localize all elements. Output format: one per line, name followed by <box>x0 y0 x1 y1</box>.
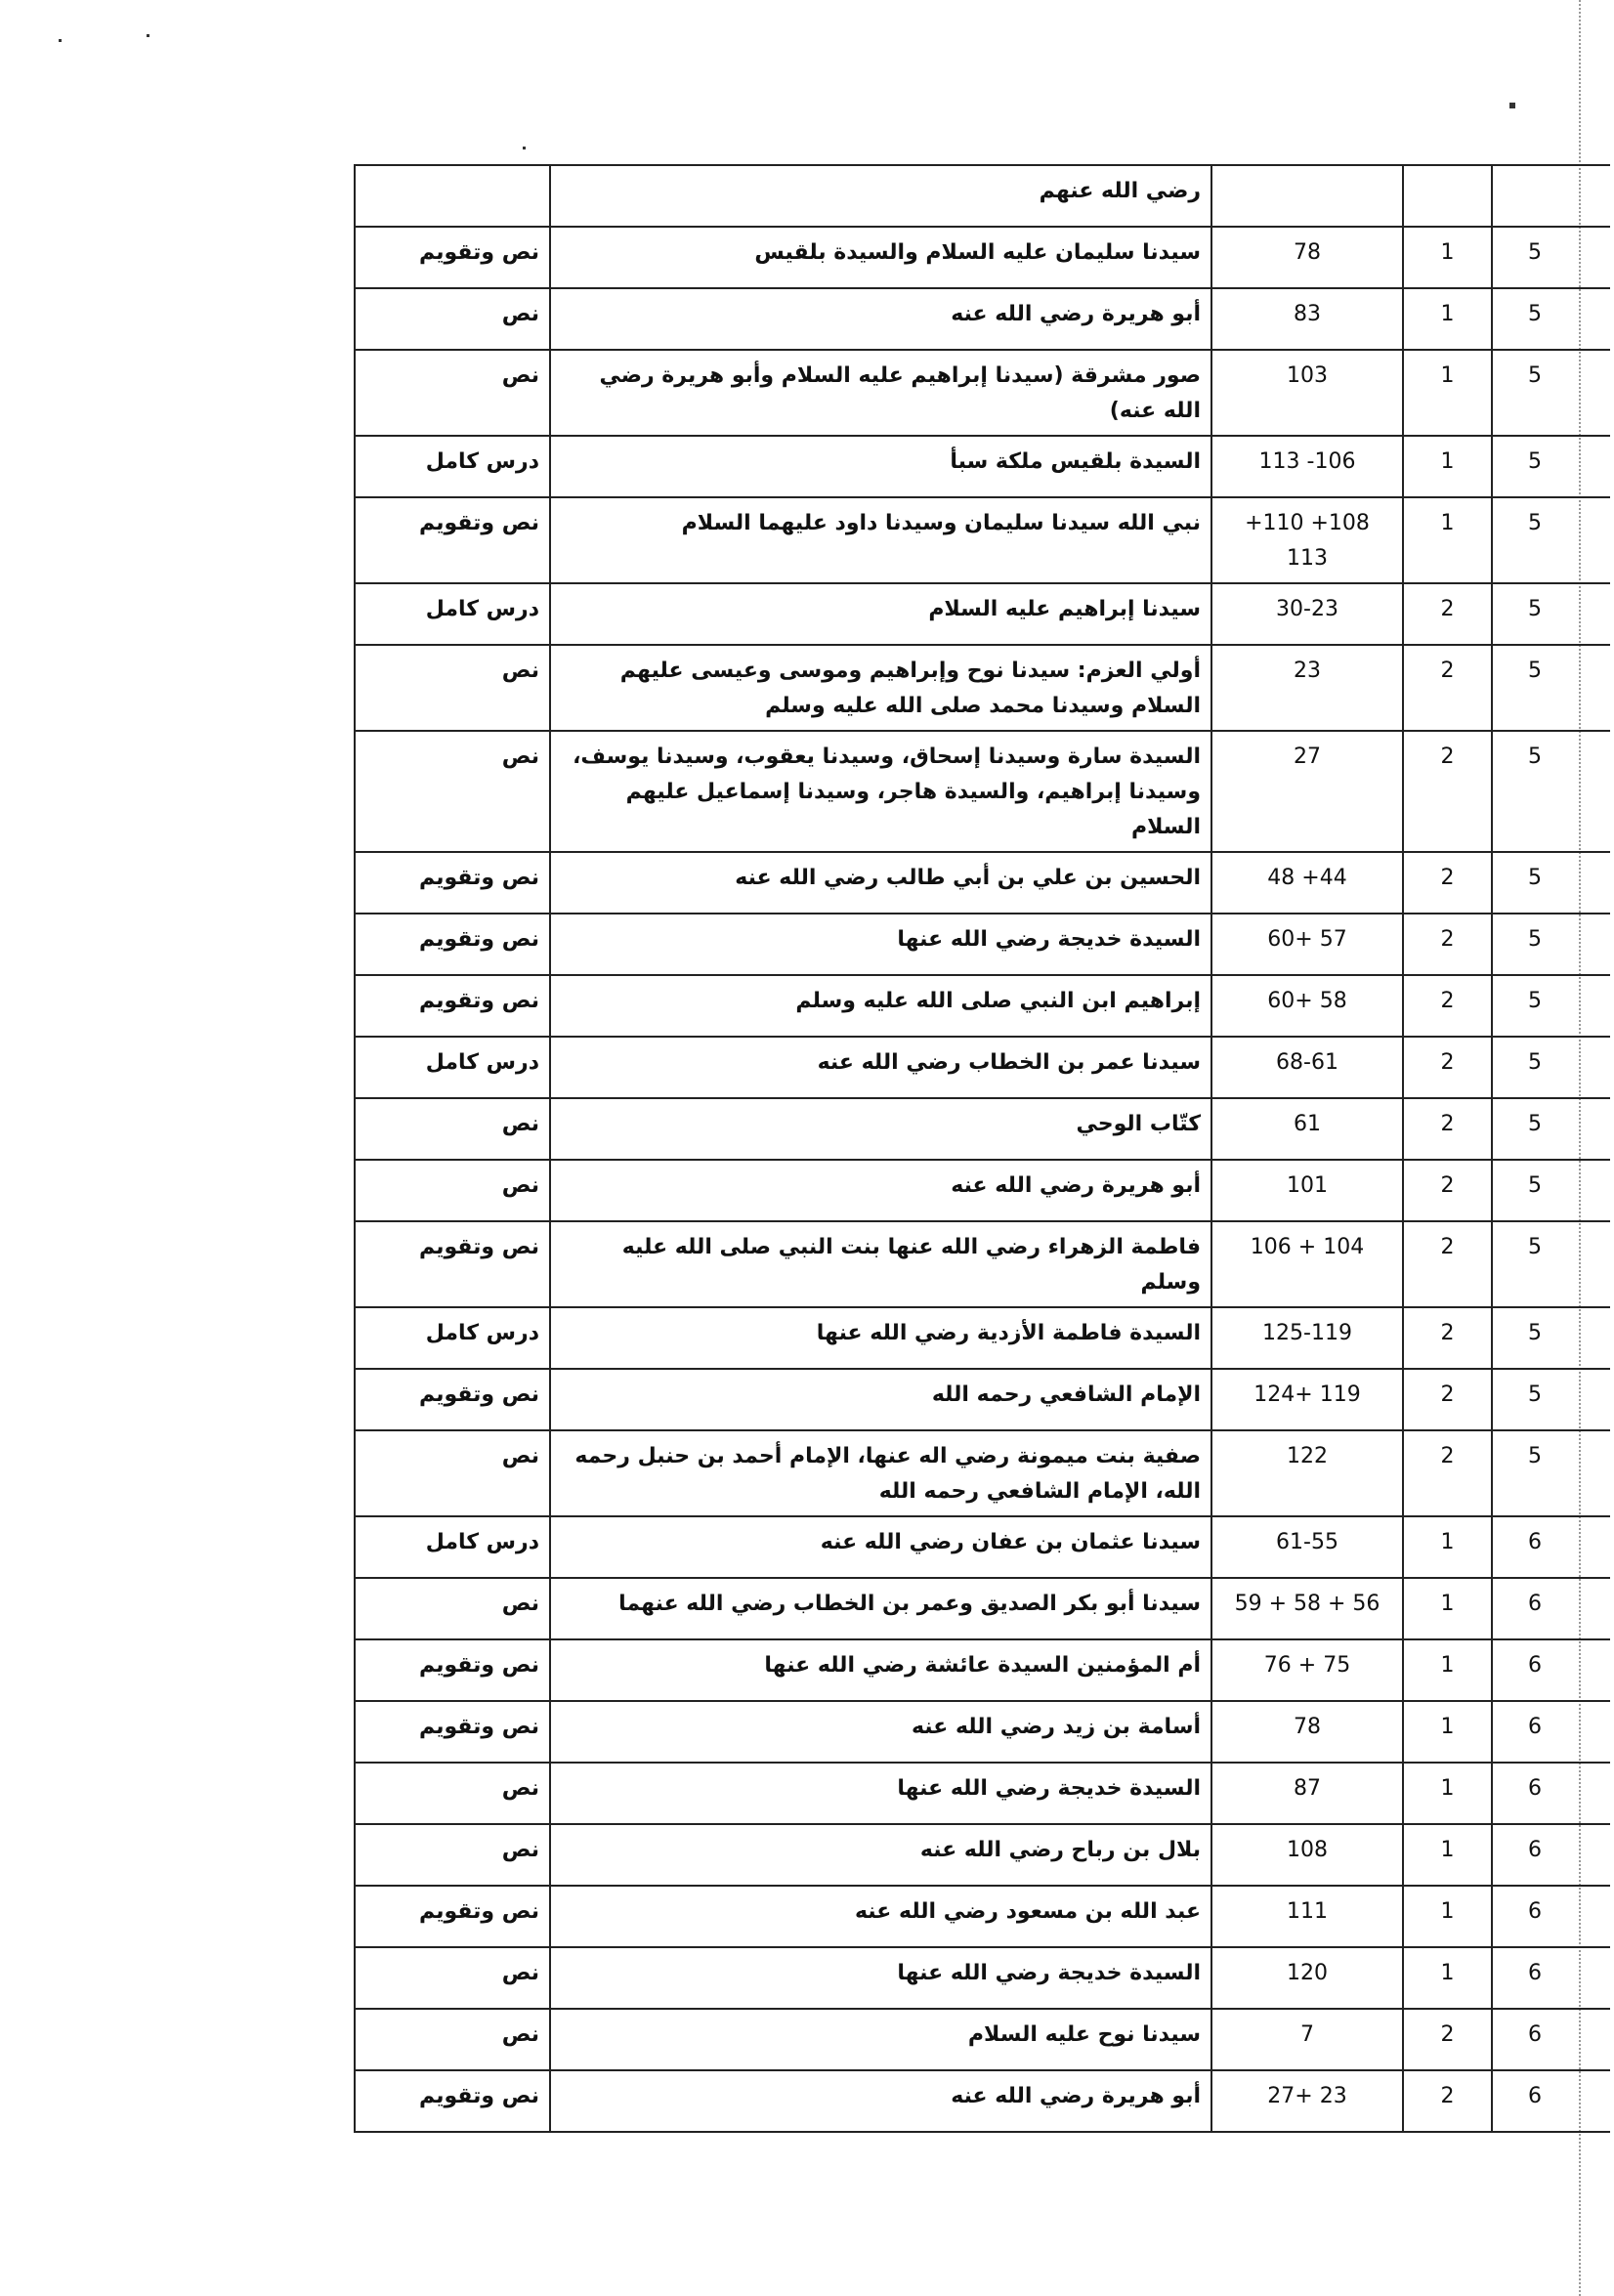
unit-cell: 2 <box>1403 1098 1492 1160</box>
unit-cell: 2 <box>1403 1160 1492 1221</box>
grade-cell: 5 <box>1492 497 1610 583</box>
grade-cell: 5 <box>1492 1098 1610 1160</box>
lesson-type-cell: نص وتقويم <box>355 914 550 975</box>
lesson-title-cell: فاطمة الزهراء رضي الله عنها بنت النبي صلى الله عليه وسلم <box>550 1221 1211 1307</box>
table-row <box>355 1160 1610 1221</box>
unit-cell: 1 <box>1403 350 1492 436</box>
pages-cell: +110 +108 113 <box>1211 497 1403 583</box>
lesson-type-cell: نص <box>355 1430 550 1516</box>
lesson-type-cell: نص <box>355 1578 550 1639</box>
pages-cell: 68-61 <box>1211 1037 1403 1098</box>
lesson-type-cell: نص <box>355 731 550 852</box>
unit-cell: 2 <box>1403 1307 1492 1369</box>
pages-cell: 111 <box>1211 1886 1403 1947</box>
grade-cell: 5 <box>1492 645 1610 731</box>
pages-cell: 101 <box>1211 1160 1403 1221</box>
unit-cell: 2 <box>1403 2070 1492 2132</box>
lesson-title-cell: سيدنا سليمان عليه السلام والسيدة بلقيس <box>550 227 1211 288</box>
lesson-type-cell: درس كامل <box>355 436 550 497</box>
grade-cell: 6 <box>1492 1947 1610 2009</box>
grade-cell: 5 <box>1492 1160 1610 1221</box>
lesson-type-cell: نص <box>355 1824 550 1886</box>
table-row <box>355 852 1610 914</box>
lesson-title-cell: السيدة فاطمة الأزدية رضي الله عنها <box>550 1307 1211 1369</box>
unit-cell: 2 <box>1403 1369 1492 1430</box>
curriculum-table <box>354 164 1610 2133</box>
grade-cell: 6 <box>1492 1824 1610 1886</box>
lesson-title-cell: كتّاب الوحي <box>550 1098 1211 1160</box>
table-row <box>355 2070 1610 2132</box>
lesson-type-cell <box>355 165 550 227</box>
pages-cell: 120 <box>1211 1947 1403 2009</box>
grade-cell: 5 <box>1492 975 1610 1037</box>
grade-cell: 6 <box>1492 2009 1610 2070</box>
unit-cell: 2 <box>1403 1430 1492 1516</box>
lesson-title-cell: الحسين بن علي بن أبي طالب رضي الله عنه <box>550 852 1211 914</box>
unit-cell: 2 <box>1403 975 1492 1037</box>
lesson-type-cell: درس كامل <box>355 583 550 645</box>
table-row <box>355 1701 1610 1763</box>
grade-cell: 6 <box>1492 2070 1610 2132</box>
table-row <box>355 731 1610 852</box>
lesson-type-cell: نص وتقويم <box>355 1701 550 1763</box>
unit-cell: 1 <box>1403 227 1492 288</box>
lesson-type-cell: نص <box>355 1763 550 1824</box>
lesson-type-cell: نص <box>355 2009 550 2070</box>
table-row <box>355 1307 1610 1369</box>
scan-speck <box>1509 103 1515 108</box>
pages-cell: 23 <box>1211 645 1403 731</box>
grade-cell: 5 <box>1492 1430 1610 1516</box>
pages-cell: 59 + 58 + 56 <box>1211 1578 1403 1639</box>
grade-cell: 6 <box>1492 1886 1610 1947</box>
table-row <box>355 165 1610 227</box>
lesson-type-cell: نص <box>355 1098 550 1160</box>
table-row <box>355 1098 1610 1160</box>
scan-speck <box>147 34 149 37</box>
lesson-title-cell: السيدة خديجة رضي الله عنها <box>550 1763 1211 1824</box>
lesson-type-cell: نص وتقويم <box>355 1369 550 1430</box>
lesson-title-cell: السيدة خديجة رضي الله عنها <box>550 914 1211 975</box>
grade-cell: 6 <box>1492 1578 1610 1639</box>
lesson-type-cell: نص وتقويم <box>355 1221 550 1307</box>
grade-cell: 5 <box>1492 1307 1610 1369</box>
unit-cell: 1 <box>1403 1886 1492 1947</box>
grade-cell: 5 <box>1492 227 1610 288</box>
grade-cell: 5 <box>1492 1369 1610 1430</box>
lesson-title-cell: الإمام الشافعي رحمه الله <box>550 1369 1211 1430</box>
unit-cell: 1 <box>1403 288 1492 350</box>
lesson-type-cell: نص وتقويم <box>355 975 550 1037</box>
lesson-title-cell: سيدنا عثمان بن عفان رضي الله عنه <box>550 1516 1211 1578</box>
lesson-title-cell: سيدنا عمر بن الخطاب رضي الله عنه <box>550 1037 1211 1098</box>
pages-cell: 83 <box>1211 288 1403 350</box>
table-row <box>355 914 1610 975</box>
table-row <box>355 2009 1610 2070</box>
unit-cell: 1 <box>1403 1824 1492 1886</box>
pages-cell: 48 +44 <box>1211 852 1403 914</box>
grade-cell: 5 <box>1492 914 1610 975</box>
pages-cell: 87 <box>1211 1763 1403 1824</box>
table-row <box>355 1763 1610 1824</box>
pages-cell: 108 <box>1211 1824 1403 1886</box>
pages-cell: 78 <box>1211 227 1403 288</box>
grade-cell: 5 <box>1492 1221 1610 1307</box>
unit-cell: 1 <box>1403 1947 1492 2009</box>
lesson-type-cell: نص وتقويم <box>355 227 550 288</box>
pages-cell: 60+ 57 <box>1211 914 1403 975</box>
pages-cell: 60+ 58 <box>1211 975 1403 1037</box>
table-row <box>355 436 1610 497</box>
lesson-type-cell: درس كامل <box>355 1516 550 1578</box>
lesson-title-cell: سيدنا إبراهيم عليه السلام <box>550 583 1211 645</box>
lesson-type-cell: نص <box>355 350 550 436</box>
pages-cell: 27 <box>1211 731 1403 852</box>
table-row <box>355 1516 1610 1578</box>
table-row <box>355 975 1610 1037</box>
table-row <box>355 227 1610 288</box>
lesson-type-cell: درس كامل <box>355 1037 550 1098</box>
unit-cell: 1 <box>1403 1763 1492 1824</box>
lesson-title-cell: عبد الله بن مسعود رضي الله عنه <box>550 1886 1211 1947</box>
unit-cell: 1 <box>1403 1701 1492 1763</box>
table-row <box>355 1369 1610 1430</box>
lesson-type-cell: نص وتقويم <box>355 2070 550 2132</box>
pages-cell: 61 <box>1211 1098 1403 1160</box>
table-row <box>355 1578 1610 1639</box>
table-row <box>355 1639 1610 1701</box>
lesson-type-cell: نص وتقويم <box>355 1886 550 1947</box>
unit-cell <box>1403 165 1492 227</box>
grade-cell: 5 <box>1492 852 1610 914</box>
lesson-type-cell: نص <box>355 1160 550 1221</box>
unit-cell: 1 <box>1403 1516 1492 1578</box>
unit-cell: 2 <box>1403 583 1492 645</box>
scan-speck <box>59 39 62 42</box>
pages-cell: 78 <box>1211 1701 1403 1763</box>
lesson-type-cell: درس كامل <box>355 1307 550 1369</box>
pages-cell: 124+ 119 <box>1211 1369 1403 1430</box>
lesson-title-cell: بلال بن رباح رضي الله عنه <box>550 1824 1211 1886</box>
unit-cell: 1 <box>1403 1639 1492 1701</box>
lesson-title-cell: أبو هريرة رضي الله عنه <box>550 1160 1211 1221</box>
grade-cell: 5 <box>1492 350 1610 436</box>
grade-cell: 5 <box>1492 583 1610 645</box>
pages-cell: 27+ 23 <box>1211 2070 1403 2132</box>
unit-cell: 2 <box>1403 731 1492 852</box>
grade-cell: 5 <box>1492 436 1610 497</box>
lesson-title-cell: السيدة بلقيس ملكة سبأ <box>550 436 1211 497</box>
pages-cell: 7 <box>1211 2009 1403 2070</box>
table-row <box>355 1221 1610 1307</box>
lesson-title-cell: إبراهيم ابن النبي صلى الله عليه وسلم <box>550 975 1211 1037</box>
unit-cell: 2 <box>1403 1037 1492 1098</box>
lesson-title-cell: سيدنا أبو بكر الصديق وعمر بن الخطاب رضي الله عنهما <box>550 1578 1211 1639</box>
grade-cell: 6 <box>1492 1639 1610 1701</box>
unit-cell: 1 <box>1403 1578 1492 1639</box>
lesson-title-cell: أبو هريرة رضي الله عنه <box>550 2070 1211 2132</box>
lesson-title-cell: السيدة سارة وسيدنا إسحاق، وسيدنا يعقوب، وسيدنا يوسف، وسيدنا إبراهيم، والسيدة هاجر، وسيدنا إسماعيل عليهم السلام <box>550 731 1211 852</box>
table-row <box>355 1947 1610 2009</box>
table-row <box>355 288 1610 350</box>
grade-cell: 5 <box>1492 731 1610 852</box>
pages-cell: 106 + 104 <box>1211 1221 1403 1307</box>
pages-cell: 76 + 75 <box>1211 1639 1403 1701</box>
grade-cell: 6 <box>1492 1701 1610 1763</box>
table-row <box>355 1824 1610 1886</box>
pages-cell: 122 <box>1211 1430 1403 1516</box>
lesson-title-cell: أم المؤمنين السيدة عائشة رضي الله عنها <box>550 1639 1211 1701</box>
pages-cell <box>1211 165 1403 227</box>
unit-cell: 1 <box>1403 436 1492 497</box>
table-row <box>355 1430 1610 1516</box>
lesson-type-cell: نص <box>355 288 550 350</box>
grade-cell: 6 <box>1492 1763 1610 1824</box>
table-row <box>355 1037 1610 1098</box>
unit-cell: 2 <box>1403 914 1492 975</box>
grade-cell: 5 <box>1492 288 1610 350</box>
pages-cell: 125-119 <box>1211 1307 1403 1369</box>
table-row <box>355 583 1610 645</box>
table-row <box>355 497 1610 583</box>
lesson-type-cell: نص وتقويم <box>355 1639 550 1701</box>
grade-cell: 6 <box>1492 1516 1610 1578</box>
lesson-title-cell: السيدة خديجة رضي الله عنها <box>550 1947 1211 2009</box>
grade-cell <box>1492 165 1610 227</box>
unit-cell: 2 <box>1403 852 1492 914</box>
table-row <box>355 350 1610 436</box>
pages-cell: 103 <box>1211 350 1403 436</box>
table-body <box>355 165 1610 2132</box>
scan-speck <box>523 147 526 149</box>
pages-cell: 113 -106 <box>1211 436 1403 497</box>
unit-cell: 2 <box>1403 1221 1492 1307</box>
lesson-type-cell: نص <box>355 645 550 731</box>
pages-cell: 61-55 <box>1211 1516 1403 1578</box>
pages-cell: 30-23 <box>1211 583 1403 645</box>
lesson-title-cell: أسامة بن زيد رضي الله عنه <box>550 1701 1211 1763</box>
unit-cell: 2 <box>1403 2009 1492 2070</box>
lesson-type-cell: نص <box>355 1947 550 2009</box>
lesson-title-cell: صفية بنت ميمونة رضي اله عنها، الإمام أحمد بن حنبل رحمه الله، الإمام الشافعي رحمه الله <box>550 1430 1211 1516</box>
lesson-title-cell: سيدنا نوح عليه السلام <box>550 2009 1211 2070</box>
lesson-title-cell: أبو هريرة رضي الله عنه <box>550 288 1211 350</box>
unit-cell: 1 <box>1403 497 1492 583</box>
lesson-title-cell: رضي الله عنهم <box>550 165 1211 227</box>
table-row <box>355 645 1610 731</box>
table-row <box>355 1886 1610 1947</box>
lesson-title-cell: أولي العزم: سيدنا نوح وإبراهيم وموسى وعيسى عليهم السلام وسيدنا محمد صلى الله عليه وسلم <box>550 645 1211 731</box>
grade-cell: 5 <box>1492 1037 1610 1098</box>
lesson-title-cell: نبي الله سيدنا سليمان وسيدنا داود عليهما السلام <box>550 497 1211 583</box>
lesson-title-cell: صور مشرقة (سيدنا إبراهيم عليه السلام وأبو هريرة رضي الله عنه) <box>550 350 1211 436</box>
unit-cell: 2 <box>1403 645 1492 731</box>
lesson-type-cell: نص وتقويم <box>355 497 550 583</box>
lesson-type-cell: نص وتقويم <box>355 852 550 914</box>
